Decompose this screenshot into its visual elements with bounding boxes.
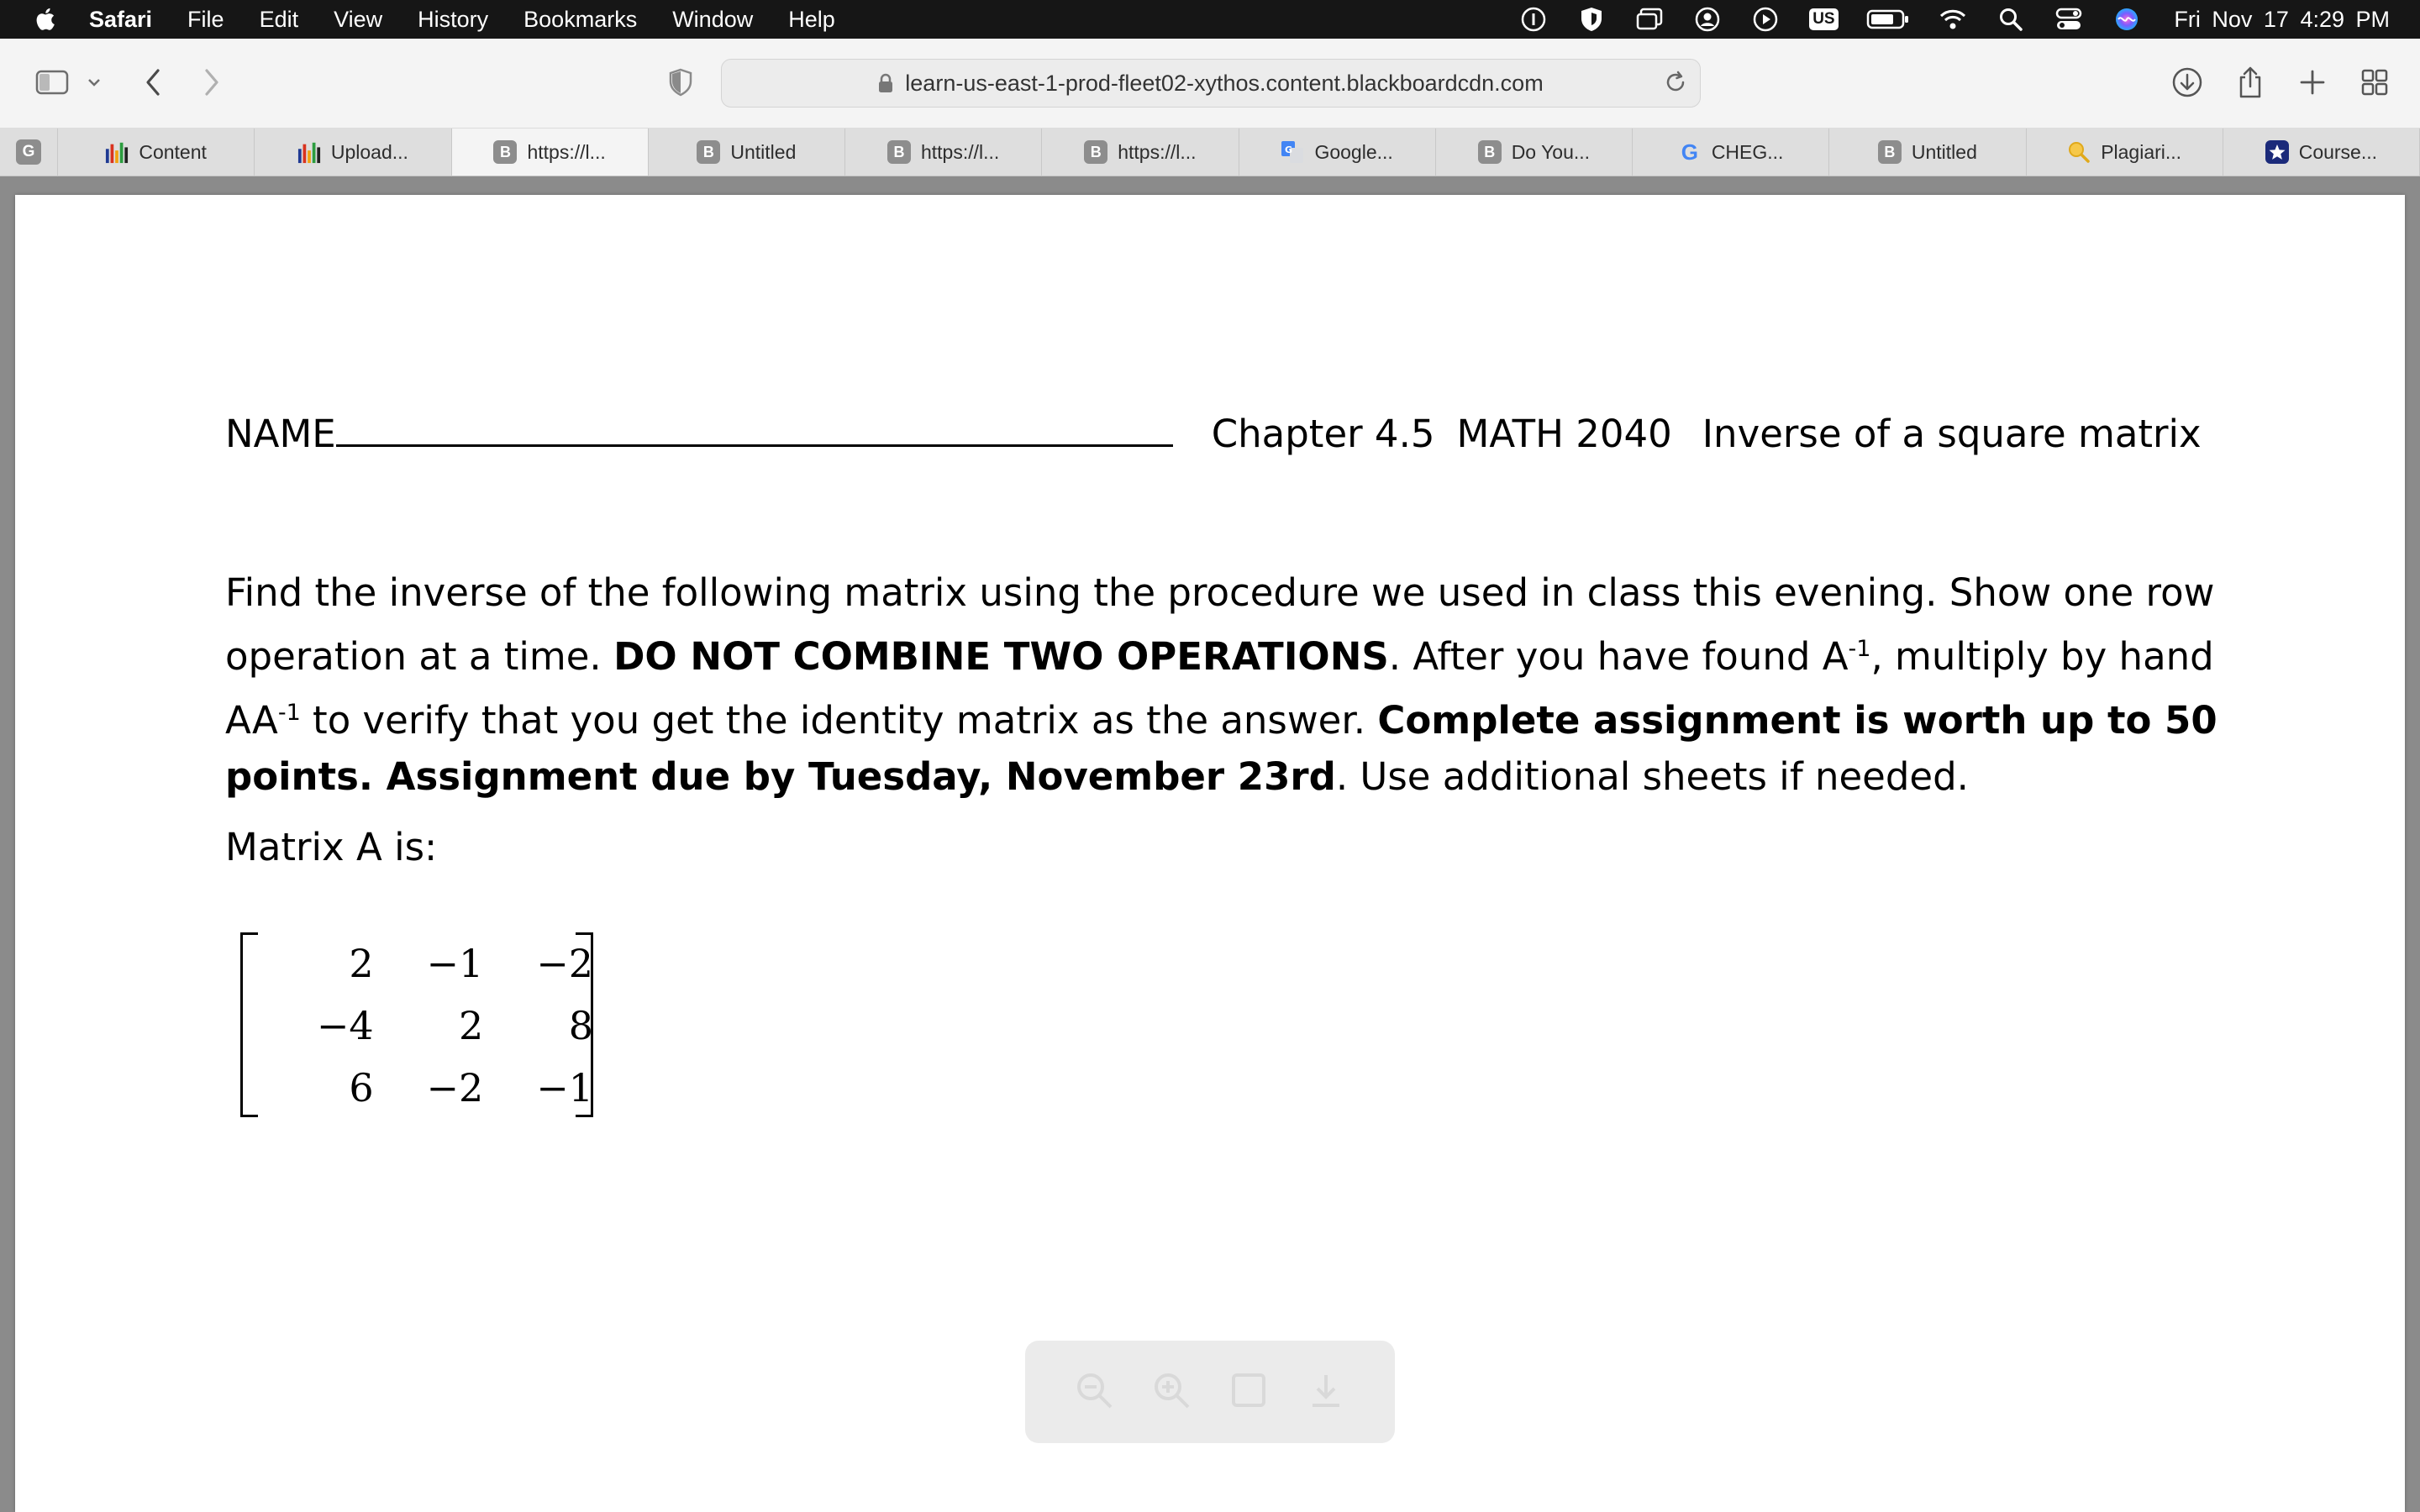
tab-course[interactable] (2223, 129, 2420, 176)
status-menu (1491, 0, 2420, 39)
forward-button[interactable] (190, 60, 234, 104)
chapter-label: Chapter 4.5 (1211, 412, 1435, 456)
blackboard-icon: B (1478, 140, 1502, 164)
tab-label: CHEG... (1711, 140, 1784, 163)
one-password-icon[interactable] (1518, 4, 1549, 34)
menu-window[interactable]: Window (672, 6, 754, 32)
matrix-cell: −1 (536, 1065, 593, 1110)
address-bar[interactable] (721, 59, 1701, 108)
tab-google-translate[interactable] (1239, 129, 1436, 176)
name-blank-line (336, 414, 1173, 447)
tab-label: Do You... (1511, 140, 1591, 163)
tab-untitled-2[interactable] (1829, 129, 2026, 176)
sidebar-toggle-button[interactable] (30, 60, 74, 104)
tab-label: Google... (1314, 140, 1393, 163)
battery-icon[interactable] (1866, 4, 1910, 34)
matrix-cell: −1 (426, 941, 484, 986)
menu-help[interactable]: Help (788, 6, 835, 32)
lock-icon (878, 73, 893, 93)
safari-toolbar (0, 39, 2420, 129)
downloads-button[interactable] (2165, 60, 2209, 104)
open-in-preview-icon[interactable] (1228, 1370, 1269, 1414)
blackboard-icon: B (1084, 140, 1107, 164)
right-bracket (576, 932, 593, 1117)
wifi-icon[interactable] (1938, 4, 1968, 34)
topic-label: Inverse of a square matrix (1702, 412, 2202, 456)
chart-icon (297, 140, 321, 164)
menu-edit[interactable]: Edit (259, 6, 299, 32)
google-icon: G (1681, 139, 1698, 165)
svg-text:G: G (1285, 144, 1293, 155)
tab-untitled-1[interactable] (649, 129, 845, 176)
tab-chegg[interactable] (1633, 129, 1829, 176)
pinned-tab[interactable] (0, 129, 58, 176)
tab-plagiarism[interactable] (2027, 129, 2223, 176)
spotlight-search-icon[interactable] (1996, 4, 2026, 34)
sidebar-menu-chevron-icon[interactable] (77, 60, 111, 104)
shield-icon[interactable] (1576, 4, 1607, 34)
matrix-cell: 8 (568, 1003, 593, 1048)
input-source-icon[interactable]: US (1808, 4, 1839, 34)
instructions-paragraph: Find the inverse of the following matrix using the procedure we used in class this evening. Show one row operation at a time. DO NOT COMBINE TWO OPERATIONS. After you have found $A^{-1}$, multiply by hand $AA^{-1}$ to verify that you get the identity matrix as the answer. Complete assignment is worth up to 50 points. Assignment due by Tuesday, November 23rd. Use additional sheets if needed. (225, 570, 2217, 799)
name-label: NAME (225, 412, 336, 456)
zoom-out-icon[interactable] (1074, 1370, 1114, 1414)
matrix-row (264, 1057, 593, 1119)
menu-bookmarks[interactable]: Bookmarks (523, 6, 638, 32)
tab-bar (0, 129, 2420, 176)
matrix-a (240, 932, 593, 1116)
matrix-cell: −4 (316, 1003, 374, 1048)
warning-bold: DO NOT COMBINE TWO OPERATIONS (613, 634, 1389, 679)
menu-view[interactable]: View (334, 6, 383, 32)
tab-label: Untitled (1911, 140, 1977, 163)
star-icon (2265, 140, 2289, 164)
tab-upload[interactable] (255, 129, 451, 176)
zoom-in-icon[interactable] (1151, 1370, 1192, 1414)
matrix-row (264, 995, 593, 1057)
apple-icon[interactable] (32, 5, 60, 34)
pdf-viewport[interactable] (0, 176, 2420, 1512)
tab-label: https://l... (527, 140, 606, 163)
tab-label: https://l... (920, 140, 1000, 163)
matrix-label: Matrix A is: (225, 825, 438, 869)
matrix-row (264, 932, 593, 995)
play-icon[interactable] (1750, 4, 1781, 34)
matrix-cell: −2 (536, 941, 593, 986)
siri-icon[interactable] (2112, 4, 2142, 34)
matrix-table (264, 932, 593, 1119)
screen-mirroring-icon[interactable] (1634, 4, 1665, 34)
tab-blackboard-3[interactable] (1042, 129, 1239, 176)
blackboard-icon: B (697, 140, 720, 164)
points-due-bold: Complete assignment is worth up to 50 points. Assignment due by Tuesday, November 23rd (225, 698, 2217, 799)
pinned-tab-favicon: G (16, 139, 41, 165)
tab-label: https://l... (1118, 140, 1197, 163)
matrix-cell: 2 (459, 1003, 484, 1048)
tab-do-you[interactable] (1436, 129, 1633, 176)
control-center-icon[interactable] (2054, 4, 2084, 34)
tab-label: Untitled (730, 140, 797, 163)
left-bracket (240, 932, 258, 1117)
course-label: MATH 2040 (1456, 412, 1672, 456)
tab-active-blackboard[interactable] (452, 129, 649, 176)
matrix-cell: 6 (349, 1065, 374, 1110)
back-button[interactable] (131, 60, 175, 104)
menu-history[interactable]: History (418, 6, 489, 32)
tab-label: Course... (2298, 140, 2378, 163)
tab-content[interactable] (58, 129, 255, 176)
blackboard-icon: B (887, 140, 911, 164)
menu-app-safari[interactable]: Safari (89, 6, 153, 32)
download-icon[interactable] (1306, 1370, 1346, 1414)
privacy-report-shield-icon[interactable] (659, 60, 702, 104)
url-text: learn-us-east-1-prod-fleet02-xythos.content.blackboardcdn.com (905, 70, 1544, 96)
user-account-icon[interactable] (1692, 4, 1723, 34)
blackboard-icon: B (493, 140, 517, 164)
menu-file[interactable]: File (187, 6, 224, 32)
matrix-cell: −2 (426, 1065, 484, 1110)
matrix-cell: 2 (349, 941, 374, 986)
new-tab-button[interactable] (2291, 60, 2334, 104)
tab-overview-button[interactable] (2353, 60, 2396, 104)
pdf-zoom-controls[interactable] (1025, 1341, 1395, 1443)
tab-blackboard-2[interactable] (845, 129, 1042, 176)
chart-icon (105, 140, 129, 164)
document-header (225, 412, 2202, 456)
reload-icon[interactable] (1663, 70, 1688, 95)
blackboard-icon: B (1878, 140, 1902, 164)
tab-label: Content (139, 140, 207, 163)
menu-bar (0, 0, 2420, 39)
share-button[interactable] (2228, 60, 2272, 104)
translate-icon (1281, 140, 1304, 164)
tab-label: Plagiari... (2101, 140, 2182, 163)
tab-label: Upload... (330, 140, 408, 163)
menu-clock[interactable]: Fri Nov 17 4:29 PM (2174, 6, 2390, 32)
document-page (15, 195, 2405, 1512)
search-icon (2067, 140, 2091, 164)
